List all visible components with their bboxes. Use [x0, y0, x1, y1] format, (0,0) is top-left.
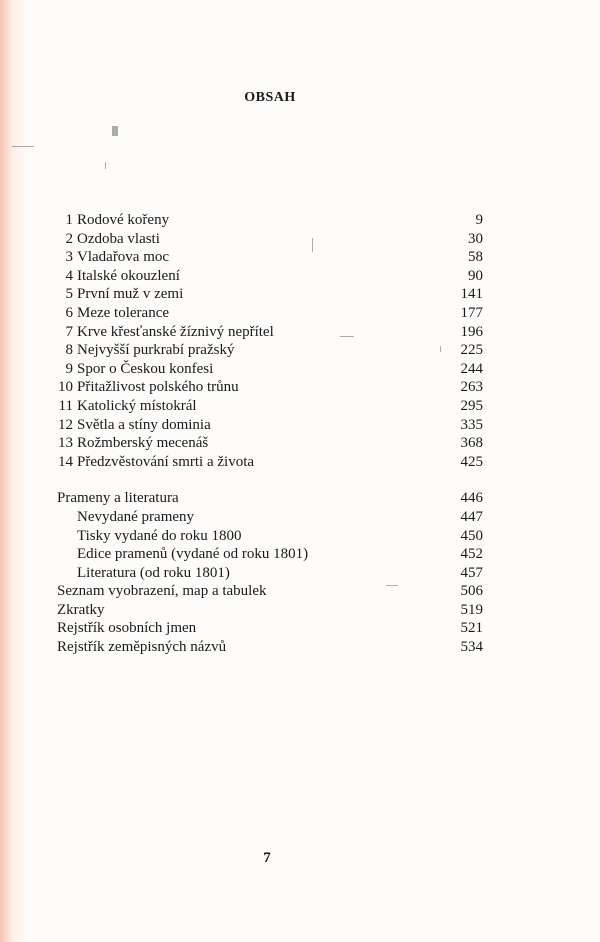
- entry-page: 446: [460, 490, 483, 507]
- chapter-title: Světla a stíny dominia: [77, 416, 211, 433]
- chapter-number: 8: [65, 342, 73, 359]
- entry-title: Tisky vydané do roku 1800: [77, 527, 242, 544]
- entry-page: 450: [460, 527, 483, 544]
- toc-entry: [30, 230, 483, 249]
- toc-entry: [30, 619, 483, 638]
- chapter-title: Přitažlivost polského trůnu: [77, 379, 239, 396]
- chapter-number: 10: [58, 379, 73, 396]
- page-number: 7: [263, 850, 271, 866]
- chapter-title: Spor o Českou konfesi: [77, 360, 214, 377]
- dust-speck: [105, 162, 106, 169]
- entry-page: 521: [460, 620, 483, 637]
- chapter-number: 13: [58, 435, 73, 452]
- chapter-number: 11: [58, 397, 73, 414]
- entry-title: Rejstřík osobních jmen: [57, 620, 197, 637]
- toc-entry: [30, 323, 483, 342]
- chapter-title: Meze tolerance: [77, 304, 170, 321]
- toc-entry: [30, 638, 483, 657]
- toc-entry: [30, 397, 483, 416]
- toc-entry: [30, 378, 483, 397]
- entry-title: Rejstřík zeměpisných názvů: [57, 639, 227, 656]
- chapter-page: 30: [468, 230, 483, 247]
- chapter-title: Ozdoba vlasti: [77, 230, 160, 247]
- toc-entry: [30, 267, 483, 286]
- chapter-number: 9: [65, 360, 73, 377]
- chapter-page: 58: [468, 249, 483, 266]
- chapter-title: Rožmberský mecenáš: [77, 435, 209, 452]
- chapter-title: Katolický místokrál: [77, 397, 197, 414]
- chapter-title: Vladařova moc: [77, 249, 170, 266]
- chapter-number: 5: [65, 286, 73, 303]
- toc-entry: [30, 601, 483, 620]
- toc-entry: [30, 360, 483, 379]
- entry-page: 506: [460, 583, 483, 600]
- dust-speck: [112, 126, 118, 136]
- entry-title: Literatura (od roku 1801): [77, 564, 230, 581]
- chapter-page: 9: [475, 212, 483, 228]
- entry-title: Seznam vyobrazení, map a tabulek: [57, 583, 267, 600]
- toc-subentry: [30, 508, 483, 527]
- chapter-number: 4: [65, 267, 73, 284]
- toc-entry: [30, 489, 483, 508]
- chapter-page: 90: [468, 267, 483, 284]
- back-matter-list: [30, 489, 483, 656]
- page-edge-tint: [0, 0, 30, 942]
- entry-page: 457: [460, 564, 483, 581]
- page-title: OBSAH: [244, 90, 296, 105]
- entry-page: 447: [460, 508, 483, 525]
- chapter-title: Rodové kořeny: [77, 212, 170, 228]
- chapter-page: 368: [460, 435, 483, 452]
- toc-subentry: [30, 527, 483, 546]
- toc-entry: [30, 453, 483, 472]
- entry-page: 534: [460, 639, 483, 656]
- chapter-page: 177: [460, 304, 483, 321]
- entry-title: Edice pramenů (vydané od roku 1801): [77, 546, 309, 563]
- chapter-title: Nejvyšší purkrabí pražský: [77, 342, 235, 359]
- chapter-number: 7: [65, 323, 73, 340]
- entry-page: 452: [460, 546, 483, 563]
- chapter-page: 244: [460, 360, 483, 377]
- chapter-number: 1: [65, 212, 73, 228]
- entry-title: Zkratky: [57, 601, 105, 618]
- toc-entry: [30, 416, 483, 435]
- table-of-contents: [30, 211, 483, 657]
- toc-entry: [30, 582, 483, 601]
- chapter-page: 196: [460, 323, 483, 340]
- toc-entry: [30, 341, 483, 360]
- toc-entry: [30, 211, 483, 230]
- entry-title: Nevydané prameny: [77, 508, 195, 525]
- dust-speck: [12, 146, 34, 147]
- chapter-number: 14: [58, 453, 73, 470]
- chapter-page: 263: [460, 379, 483, 396]
- chapter-page: 141: [460, 286, 483, 303]
- toc-entry: [30, 304, 483, 323]
- chapter-number: 12: [58, 416, 73, 433]
- chapter-title: Italské okouzlení: [77, 267, 180, 284]
- chapter-number: 3: [65, 249, 73, 266]
- chapter-page: 335: [460, 416, 483, 433]
- section-gap: [30, 471, 483, 489]
- toc-entry: [30, 248, 483, 267]
- toc-entry: [30, 285, 483, 304]
- chapter-title: Krve křesťanské žíznivý nepřítel: [77, 323, 274, 340]
- chapter-page: 295: [460, 397, 483, 414]
- chapter-number: 2: [65, 230, 73, 247]
- toc-subentry: [30, 545, 483, 564]
- chapter-number: 6: [65, 304, 73, 321]
- chapter-page: 425: [460, 453, 483, 470]
- toc-subentry: [30, 564, 483, 583]
- entry-page: 519: [460, 601, 483, 618]
- chapter-list: [30, 211, 483, 471]
- chapter-page: 225: [460, 342, 483, 359]
- chapter-title: Předzvěstování smrti a života: [77, 453, 255, 470]
- chapter-title: První muž v zemi: [77, 286, 184, 303]
- toc-entry: [30, 434, 483, 453]
- entry-title: Prameny a literatura: [57, 490, 179, 507]
